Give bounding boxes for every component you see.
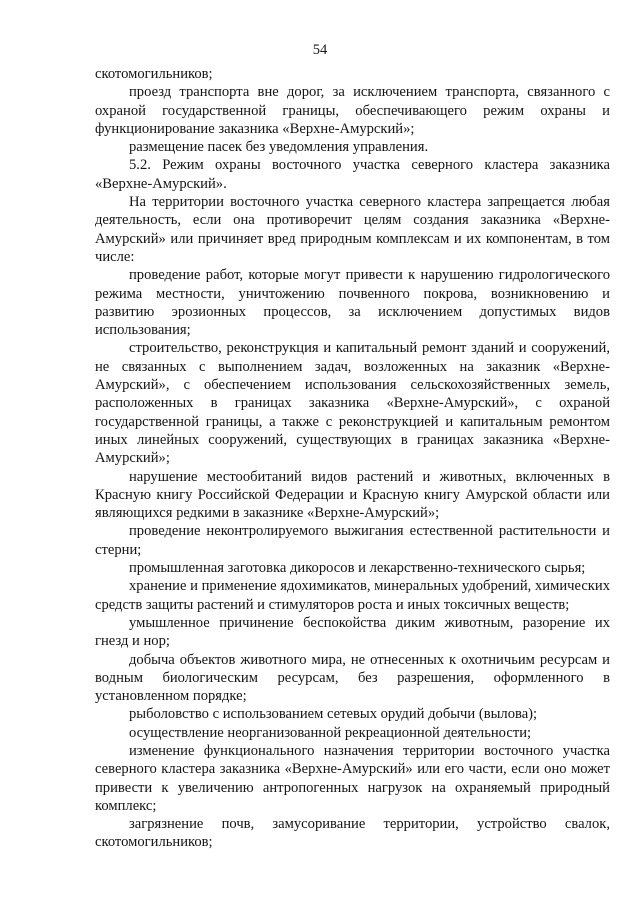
- paragraph-wildlife-take: добыча объектов животного мира, не отнесенных к охотничьим ресурсам и водным биологическим ресурсам, без разрешения, оформленного в установленном порядке;: [95, 651, 610, 705]
- paragraph-harvesting: промышленная заготовка дикоросов и лекарственно-технического сырья;: [129, 560, 586, 577]
- paragraph-transport-offroad: проезд транспорта вне дорог, за исключением транспорта, связанного с охраной государственной границы, обеспечивающего режим охраны и функционирование заказника «Верхне-Амурский»;: [95, 84, 610, 137]
- section-heading-5-2: 5.2. Режим охраны восточного участка северного кластера заказника «Верхне-Амурский».: [95, 157, 610, 192]
- paragraph-apiaries: размещение пасек без уведомления управления.: [129, 139, 429, 156]
- paragraph-net-fishing: рыболовство с использованием сетевых орудий добычи (вылова);: [129, 706, 538, 723]
- page-number: 54: [312, 42, 328, 58]
- document-body: [95, 65, 610, 852]
- paragraph-recreation: осуществление неорганизованной рекреационной деятельности;: [129, 724, 532, 741]
- paragraph-pollution: загрязнение почв, замусоривание территории, устройство свалок, скотомогильников;: [95, 816, 610, 851]
- paragraph-construction: строительство, реконструкция и капитальный ремонт зданий и сооружений, не связанных с выполнением задач, возложенных на заказник «Верхне-Амурский», с обеспечением использования сельскохозяйственных земель, расположенных в границах заказника «Верхне-Амурский», с охраной государственной границы, а также с реконструкцией и капитальным ремонтом иных линейных сооружений, существующих в границах заказника «Верхне-Амурский»;: [95, 340, 610, 467]
- paragraph-burning: проведение неконтролируемого выжигания естественной растительности и стерни;: [95, 523, 610, 558]
- paragraph-continuation: скотомогильников;: [95, 66, 213, 82]
- paragraph-prohibition-intro: На территории восточного участка северного кластера запрещается любая деятельность, если она противоречит целям создания заказника «Верхне-Амурский» или причиняет вред природным комплексам и их компонентам, в том числе:: [95, 194, 610, 265]
- paragraph-habitats: нарушение местообитаний видов растений и животных, включенных в Красную книгу Российской Федерации и Красную книгу Амурской области или являющихся редкими в заказнике «Верхне-Амурский»;: [95, 468, 610, 522]
- paragraph-chemicals: хранение и применение ядохимикатов, минеральных удобрений, химических средств защиты растений и стимуляторов роста и иных токсичных веществ;: [95, 578, 610, 613]
- paragraph-land-use-change: изменение функционального назначения территории восточного участка северного кластера заказника «Верхне-Амурский» или его части, если оно может привести к увеличению антропогенных нагрузок на охраняемый природный комплекс;: [95, 742, 610, 814]
- paragraph-disturbance: умышленное причинение беспокойства диким животным, разорение их гнезд и нор;: [95, 614, 610, 650]
- paragraph-hydrology-works: проведение работ, которые могут привести к нарушению гидрологического режима местности, уничтожению почвенного покрова, возникновению и развитию эрозионных процессов, за исключением допустимых видов использования;: [95, 267, 610, 339]
